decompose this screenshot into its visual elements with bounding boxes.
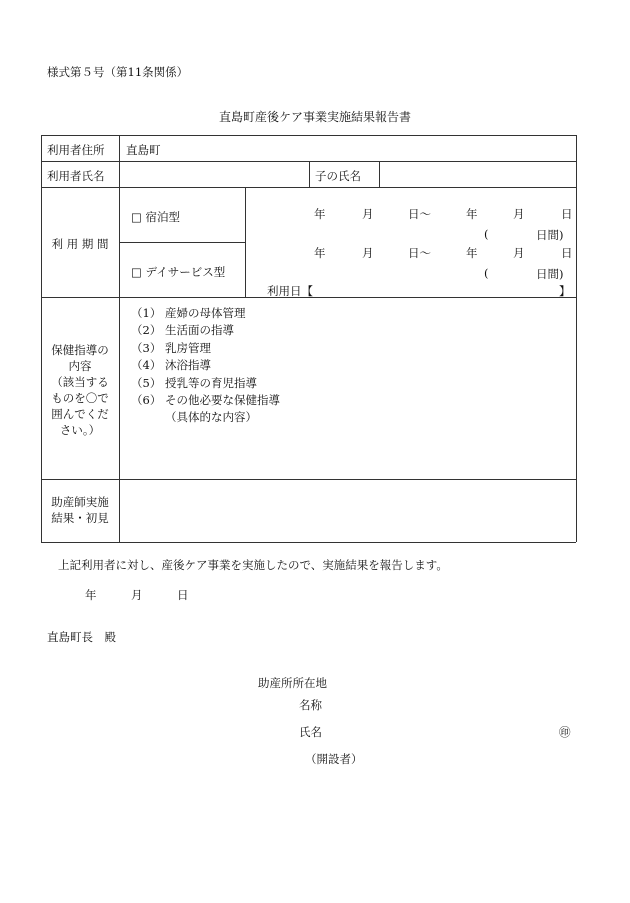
user-name-field[interactable] bbox=[126, 168, 304, 184]
address-value[interactable]: 直島町 bbox=[126, 143, 161, 157]
guidance-detail-label: （具体的な内容） bbox=[165, 410, 257, 424]
day-service-checkbox[interactable]: □ デイサービス型 bbox=[131, 265, 226, 279]
addressee: 直島町長 殿 bbox=[47, 630, 116, 644]
founder-label: （開設者） bbox=[305, 752, 363, 766]
period-label: 利 用 期 間 bbox=[51, 237, 109, 251]
child-name-label: 子の氏名 bbox=[315, 169, 361, 183]
stay-type-checkbox[interactable]: □ 宿泊型 bbox=[131, 210, 181, 224]
use-days-label: 利用日【 bbox=[267, 284, 313, 298]
guidance-item[interactable]: （1） 産婦の母体管理 bbox=[131, 306, 246, 320]
midwife-location-label: 助産所所在地 bbox=[258, 676, 327, 690]
child-name-field[interactable] bbox=[385, 168, 570, 184]
statement-text: 上記利用者に対し、産後ケア事業を実施したので、実施結果を報告します。 bbox=[58, 558, 448, 572]
result-label: 助産師実施 結果・初見 bbox=[51, 495, 109, 525]
result-field[interactable] bbox=[126, 486, 570, 536]
page-title: 直島町産後ケア事業実施結果報告書 bbox=[218, 110, 411, 124]
address-label: 利用者住所 bbox=[47, 143, 105, 157]
guidance-item[interactable]: （4） 沐浴指導 bbox=[131, 358, 211, 372]
guidance-item[interactable]: （5） 授乳等の育児指導 bbox=[131, 376, 257, 390]
guidance-item[interactable]: （6） その他必要な保健指導 bbox=[131, 393, 280, 407]
person-name-label: 氏名 bbox=[299, 725, 322, 739]
user-name-label: 利用者氏名 bbox=[47, 169, 105, 183]
seal-mark: ㊞ bbox=[559, 725, 571, 739]
guidance-label: 保健指導の 内容 （該当する ものを〇で 囲んでくだ さい。） bbox=[51, 343, 109, 437]
guidance-item[interactable]: （2） 生活面の指導 bbox=[131, 323, 234, 337]
facility-name-label: 名称 bbox=[299, 698, 322, 712]
form-number: 様式第５号（第11条関係） bbox=[47, 65, 189, 79]
guidance-item[interactable]: （3） 乳房管理 bbox=[131, 341, 211, 355]
